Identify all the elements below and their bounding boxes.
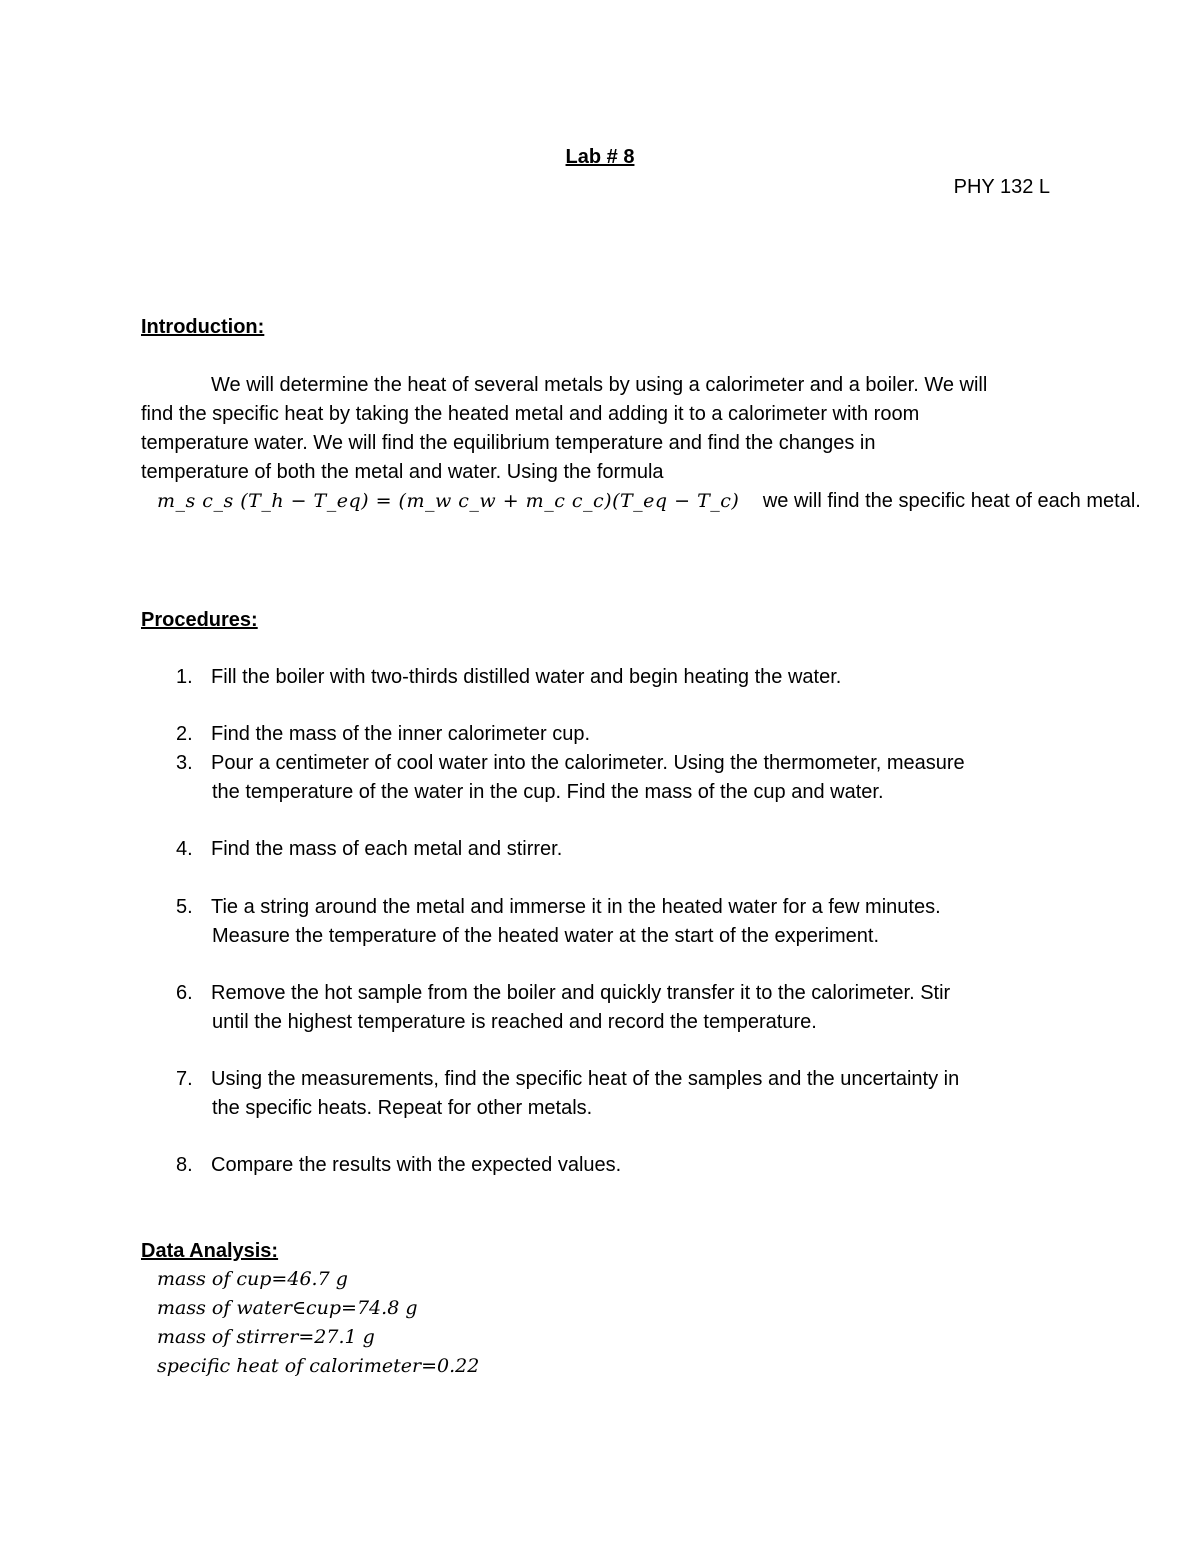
- data-line-specific-heat: specific heat of calorimeter=0.22: [157, 1355, 480, 1377]
- list-item: [176, 982, 950, 1005]
- list-item: [176, 723, 590, 746]
- list-item-continuation: until the highest temperature is reached and record the temperature.: [212, 1011, 817, 1033]
- formula-tail-text: we will find the specific heat of each metal.: [762, 490, 1141, 512]
- procedures-heading: Procedures:: [141, 609, 258, 631]
- list-item-text: Pour a centimeter of cool water into the calorimeter. Using the thermometer, measure: [211, 752, 965, 774]
- list-item-text: Find the mass of the inner calorimeter cup.: [211, 723, 591, 745]
- list-item-continuation: Measure the temperature of the heated water at the start of the experiment.: [212, 925, 880, 947]
- intro-line: temperature water. We will find the equilibrium temperature and find the changes in: [141, 432, 876, 454]
- intro-line: find the specific heat by taking the heated metal and adding it to a calorimeter with room: [141, 403, 920, 425]
- list-item-number: 8.: [176, 1154, 193, 1176]
- data-analysis-heading: Data Analysis:: [141, 1240, 279, 1262]
- list-item-continuation: the specific heats. Repeat for other metals.: [212, 1097, 593, 1119]
- list-item: [176, 896, 941, 919]
- lab-title: Lab # 8: [565, 146, 635, 168]
- list-item-text: Find the mass of each metal and stirrer.: [211, 838, 563, 860]
- data-line-mass-cup: mass of cup=46.7 g: [157, 1268, 348, 1290]
- list-item-continuation: the temperature of the water in the cup. Find the mass of the cup and water.: [212, 781, 884, 803]
- list-item-number: 7.: [176, 1068, 193, 1090]
- data-line-mass-stirrer: mass of stirrer=27.1 g: [157, 1326, 375, 1348]
- list-item-number: 2.: [176, 723, 193, 745]
- list-item-text: Tie a string around the metal and immerse it in the heated water for a few minutes.: [211, 896, 941, 918]
- data-line-mass-water: mass of water∈cup=74.8 g: [157, 1297, 418, 1319]
- list-item-number: 6.: [176, 982, 193, 1004]
- list-item-number: 3.: [176, 752, 193, 774]
- list-item-text: Remove the hot sample from the boiler and quickly transfer it to the calorimeter. Stir: [211, 982, 951, 1004]
- formula-line: [157, 490, 1141, 513]
- list-item-text: Fill the boiler with two-thirds distilled water and begin heating the water.: [211, 666, 842, 688]
- list-item: [176, 1154, 621, 1177]
- list-item: [176, 1068, 959, 1091]
- list-item-number: 5.: [176, 896, 193, 918]
- introduction-heading: Introduction:: [141, 316, 265, 338]
- intro-line: We will determine the heat of several metals by using a calorimeter and a boiler. We will: [211, 374, 988, 396]
- list-item: [176, 752, 965, 775]
- list-item-number: 1.: [176, 666, 193, 688]
- list-item: [176, 666, 841, 689]
- course-code: PHY 132 L: [953, 176, 1050, 198]
- specific-heat-formula: m_s c_s (T_h − T_eq) = (m_w c_w + m_c c_c)(T_eq − T_c): [157, 490, 740, 512]
- list-item: [176, 838, 562, 861]
- list-item-number: 4.: [176, 838, 193, 860]
- intro-line: temperature of both the metal and water. Using the formula: [141, 461, 664, 483]
- list-item-text: Compare the results with the expected values.: [211, 1154, 622, 1176]
- list-item-text: Using the measurements, find the specific heat of the samples and the uncertainty in: [211, 1068, 960, 1090]
